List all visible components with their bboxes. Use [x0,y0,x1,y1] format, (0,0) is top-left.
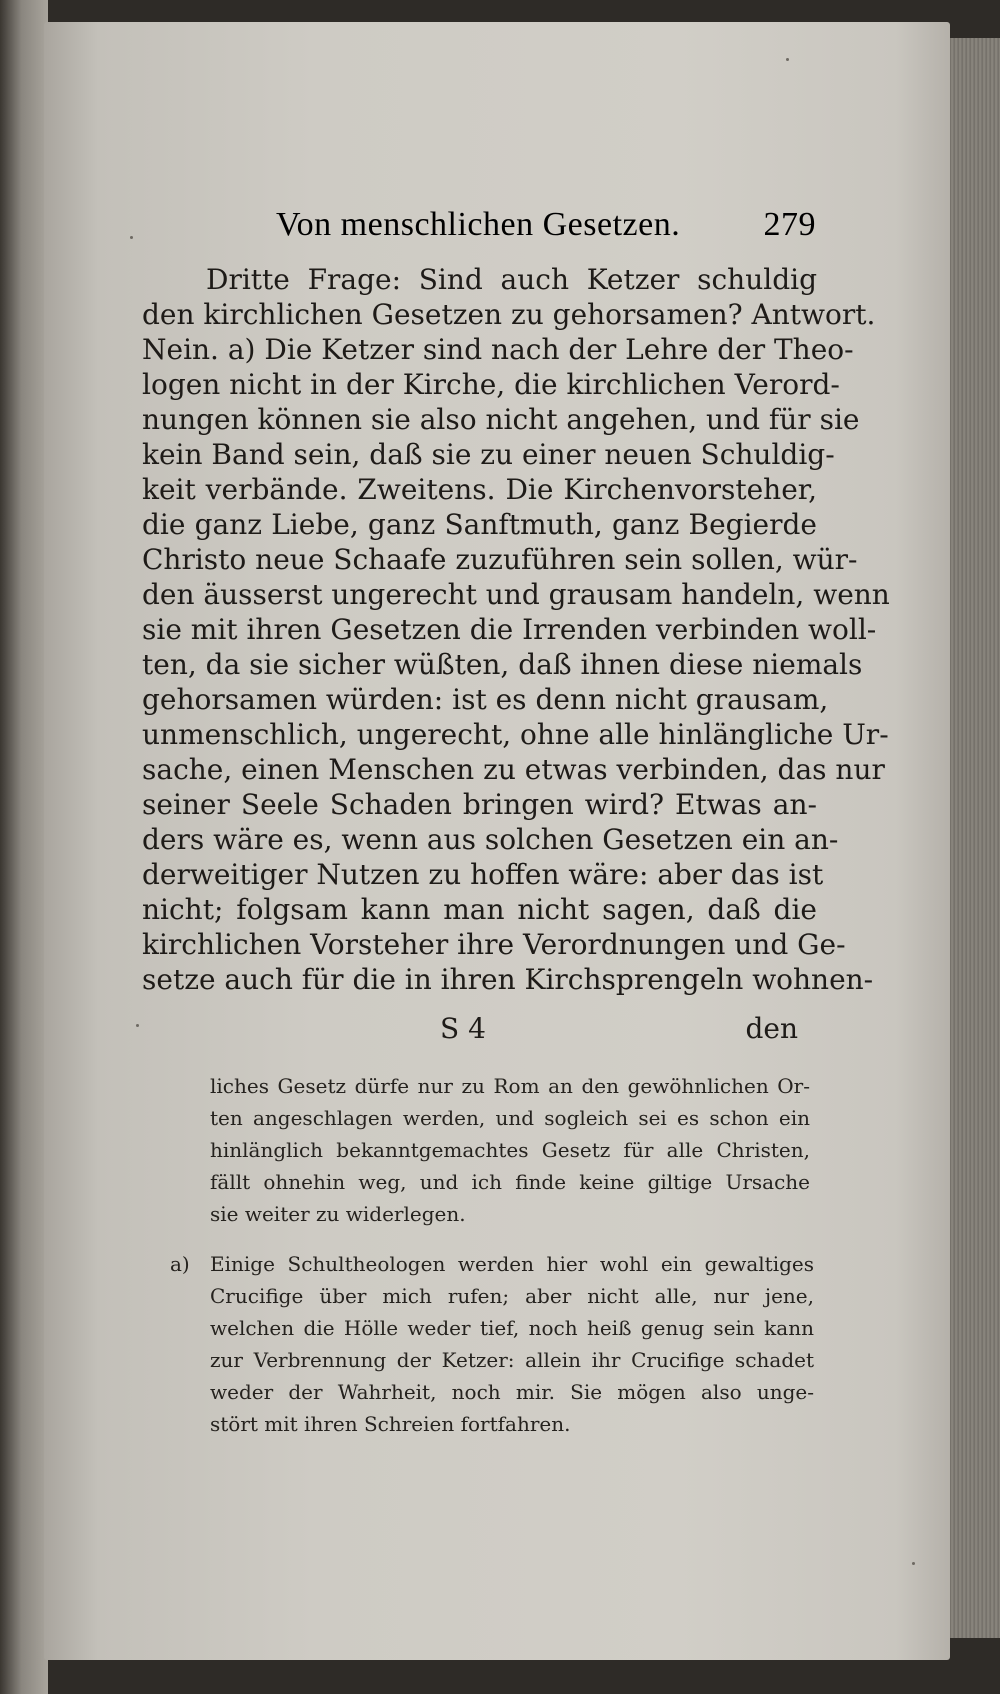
text-line: unmenschlich, ungerecht, ohne alle hinlängliche Ur- [142,718,889,751]
footnote-continued [210,1070,810,1230]
footnote-line: weder der Wahrheit, noch mir. Sie mögen also unge- [210,1380,814,1404]
text-line: seiner Seele Schaden bringen wird? Etwas an- [142,788,817,821]
text-line: nungen können sie also nicht angehen, und für sie [142,403,860,436]
text-line: die ganz Liebe, ganz Sanftmuth, ganz Begierde [142,508,817,541]
footnote-line: hinlänglich bekanntgemachtes Gesetz für alle Christen, [210,1138,810,1162]
paper-speck [912,1562,915,1565]
text-line: nicht; folgsam kann man nicht sagen, daß die [142,893,817,926]
page-number: 279 [763,206,816,243]
text-line: ten, da sie sicher wüßten, daß ihnen diese niemals [142,648,863,681]
page-fore-edge [950,38,1000,1638]
text-line: kirchlichen Vorsteher ihre Verordnungen und Ge- [142,928,846,961]
footnote-line: zur Verbrennung der Ketzer: allein ihr Crucifige schadet [210,1348,814,1372]
footnote-line: Crucifige über mich rufen; aber nicht alle, nur jene, [210,1284,814,1308]
text-line: setze auch für die in ihren Kirchsprengeln wohnen- [142,963,874,996]
footnote-line: sie weiter zu widerlegen. [210,1202,466,1226]
running-head [276,206,816,250]
signature-line [440,1012,810,1048]
footnote-line: Einige Schultheologen werden hier wohl ein gewaltiges [210,1252,814,1276]
footnote-line: stört mit ihren Schreien fortfahren. [210,1412,571,1436]
footnote-line: liches Gesetz dürfe nur zu Rom an den gewöhnlichen Or- [210,1074,810,1098]
text-line: Dritte Frage: Sind auch Ketzer schuldig [206,263,817,296]
paper-speck [786,58,789,61]
text-line: den kirchlichen Gesetzen zu gehorsamen? Antwort. [142,298,876,331]
text-line: Nein. a) Die Ketzer sind nach der Lehre der Theo- [142,333,854,366]
text-line: kein Band sein, daß sie zu einer neuen Schuldig- [142,438,835,471]
running-head-title: Von menschlichen Gesetzen. [276,206,681,243]
text-line: den äusserst ungerecht und grausam handeln, wenn [142,578,890,611]
footnote-line: ten angeschlagen werden, und sogleich sei es schon ein [210,1106,810,1130]
footnote-a [210,1248,814,1440]
text-line: Christo neue Schaafe zuzuführen sein sollen, wür- [142,543,858,576]
footnote-line: fällt ohnehin weg, und ich finde keine giltige Ursache [210,1170,810,1194]
paper-speck [136,1024,139,1027]
catchword: den [745,1012,798,1045]
signature-mark: S 4 [440,1012,486,1045]
text-line: sie mit ihren Gesetzen die Irrenden verbinden woll- [142,613,877,646]
left-page-edge [0,0,48,1694]
main-text [142,262,890,997]
text-line: gehorsamen würden: ist es denn nicht grausam, [142,683,829,716]
footnote-line: welchen die Hölle weder tief, noch heiß genug sein kann [210,1316,814,1340]
text-line: derweitiger Nutzen zu hoffen wäre: aber das ist [142,858,824,891]
text-line: keit verbände. Zweitens. Die Kirchenvorsteher, [142,473,817,506]
paper-speck [130,236,133,239]
text-line: ders wäre es, wenn aus solchen Gesetzen ein an- [142,823,839,856]
text-line: sache, einen Menschen zu etwas verbinden, das nur [142,753,885,786]
text-line: logen nicht in der Kirche, die kirchlichen Verord- [142,368,840,401]
footnote-marker: a) [170,1252,190,1276]
